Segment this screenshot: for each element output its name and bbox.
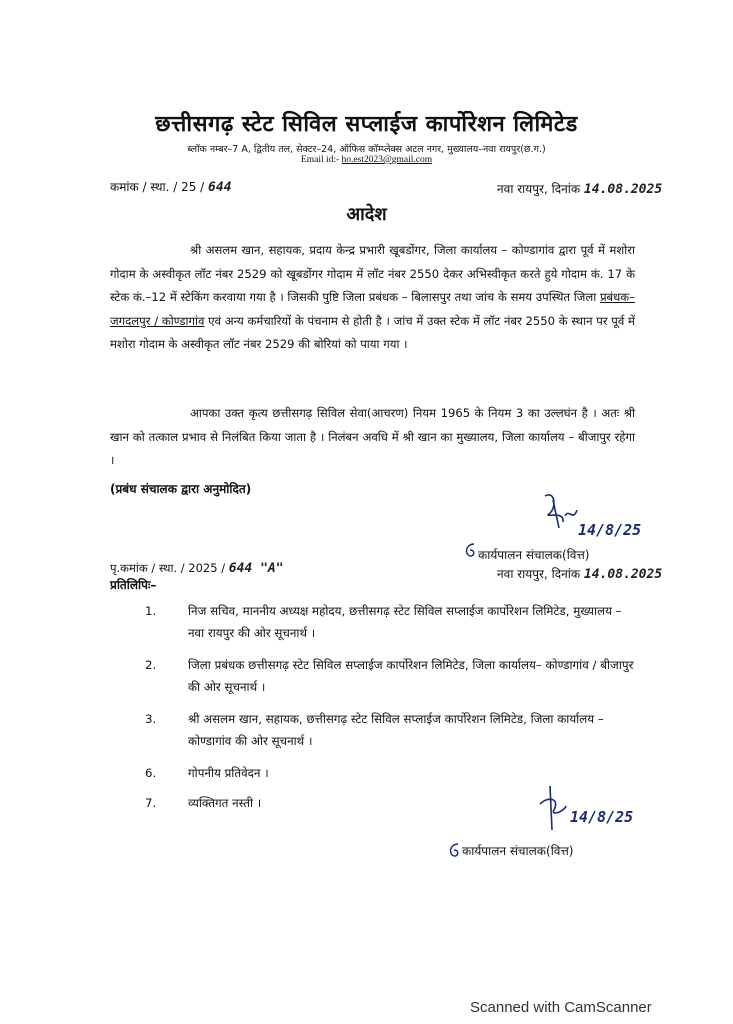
- order-date-handwritten: 14.08.2025: [583, 182, 663, 197]
- signature-1-place: नवा रायपुर, दिनांक: [497, 567, 581, 581]
- list-item: [145, 654, 645, 698]
- list-item-number: 7.: [145, 796, 157, 810]
- organization-email: [0, 155, 733, 165]
- list-item: [145, 708, 645, 752]
- signature-1-designation: कार्यपालन संचालक(वित्त): [478, 548, 590, 562]
- para1-text-a: श्री असलम खान, सहायक, प्रदाय केन्द्र प्रभारी खूबडोंगर, जिला कार्यालय – कोण्डागांव द्वारा पूर्व में मशोरा गोदाम के अस्वीकृत लॉट नंबर 2529 को खूबडोंगर गोदाम में लॉट नंबर 2550 देकर अभिस्वीकृत करते हुये गोदाम कं. 17 के स्टेक कं.–12 में स्टेकिंग करवाया गया है । जिसकी पुष्टि जिला प्रबंधक – बिलासपुर तथा जांच के समय उपस्थित जिला: [110, 243, 635, 305]
- order-place-date: [497, 180, 662, 197]
- order-number-printed: कमांक / स्था. / 25 /: [110, 180, 205, 194]
- list-item-text: व्यक्तिगत नस्ती ।: [188, 796, 262, 810]
- copy-reference-printed: पृ.कमांक / स्था. / 2025 /: [110, 561, 226, 575]
- order-title: आदेश: [346, 204, 387, 225]
- organization-address: ब्लॉक नम्बर–7 A, द्वितीय तल, सेक्टर–24, ऑफिस कॉम्प्लेक्स अटल नगर, मुख्यालय–नवा रायपुर(छ.ग.): [187, 144, 546, 155]
- body-paragraph-2: आपका उक्त कृत्य छत्तीसगढ़ सिविल सेवा(आचरण) नियम 1965 के नियम 3 का उल्लघंन है । अतः श्री खान को तत्काल प्रभाव से निलंबित किया जाता है । निलंबन अवधि में श्री खान का मुख्यालय, जिला कार्यालय – बीजापुर रहेगा ।: [110, 406, 635, 468]
- copy-reference-handwritten: 644 "A": [228, 561, 284, 576]
- list-item-number: 3.: [145, 712, 157, 726]
- para1-underlined-text: प्रबंधक–जगदलपुर / कोण्डागांव: [110, 290, 635, 328]
- list-item-text: श्री असलम खान, सहायक, छत्तीसगढ़ स्टेट सिविल सप्लाईज कार्पोरेशन लिमिटेड, जिला कार्यालय – कोण्डागांव की ओर सूचनार्थ ।: [188, 712, 604, 748]
- signature-1-place-date: [497, 565, 662, 582]
- body-paragraph-1: [110, 239, 635, 357]
- signature-2-date: 14/8/25: [570, 808, 634, 826]
- list-item-text: जिला प्रबंधक छत्तीसगढ़ स्टेट सिविल सप्लाईज कार्पोरेशन लिमिटेड, जिला कार्यालय– कोण्डागांव / बीजापुर की ओर सूचनार्थ ।: [188, 658, 634, 694]
- signature-1-date-handwritten: 14.08.2025: [583, 567, 663, 582]
- para1-text-b: एवं अन्य कर्मचारियों के पंचनाम से होती है । जांच में उक्त स्टेक में लॉट नंबर 2550 के स्थान पर पूर्व में मशोरा गोदाम के अस्वीकृत लॉट नंबर 2529 की बोरियां को पाया गया ।: [110, 313, 635, 352]
- order-place-printed: नवा रायपुर, दिनांक: [497, 182, 581, 196]
- copy-reference-number: [110, 561, 284, 576]
- list-item-number: 2.: [145, 658, 157, 672]
- list-item-text: निज सचिव, माननीय अध्यक्ष महोदय, छत्तीसगढ़ स्टेट सिविल सप्लाईज कार्पोरेशन लिमिटेड, मुख्यालय – नवा रायपुर की ओर सूचनार्थ ।: [188, 604, 622, 640]
- order-number-handwritten: 644: [208, 180, 232, 195]
- approval-note: (प्रबंध संचालक द्वारा अनुमोदित): [110, 482, 252, 496]
- camscanner-watermark: Scanned with CamScanner: [470, 999, 652, 1016]
- copy-heading: प्रतिलिपिः–: [110, 578, 157, 592]
- signature-1-date: 14/8/25: [578, 521, 642, 539]
- order-number: [110, 178, 232, 195]
- signature-2-designation: कार्यपालन संचालक(वित्त): [462, 844, 574, 858]
- organization-title: छत्तीसगढ़ स्टेट सिविल सप्लाईज कार्पोरेशन लिमिटेड: [155, 112, 578, 137]
- list-item-number: 6.: [145, 766, 157, 780]
- list-item-text: गोपनीय प्रतिवेदन ।: [188, 766, 269, 780]
- email-link[interactable]: ho.est2023@gmail.com: [341, 155, 433, 165]
- email-label: Email id:-: [300, 155, 340, 165]
- list-item: [145, 600, 645, 644]
- list-item-number: 1.: [145, 604, 157, 618]
